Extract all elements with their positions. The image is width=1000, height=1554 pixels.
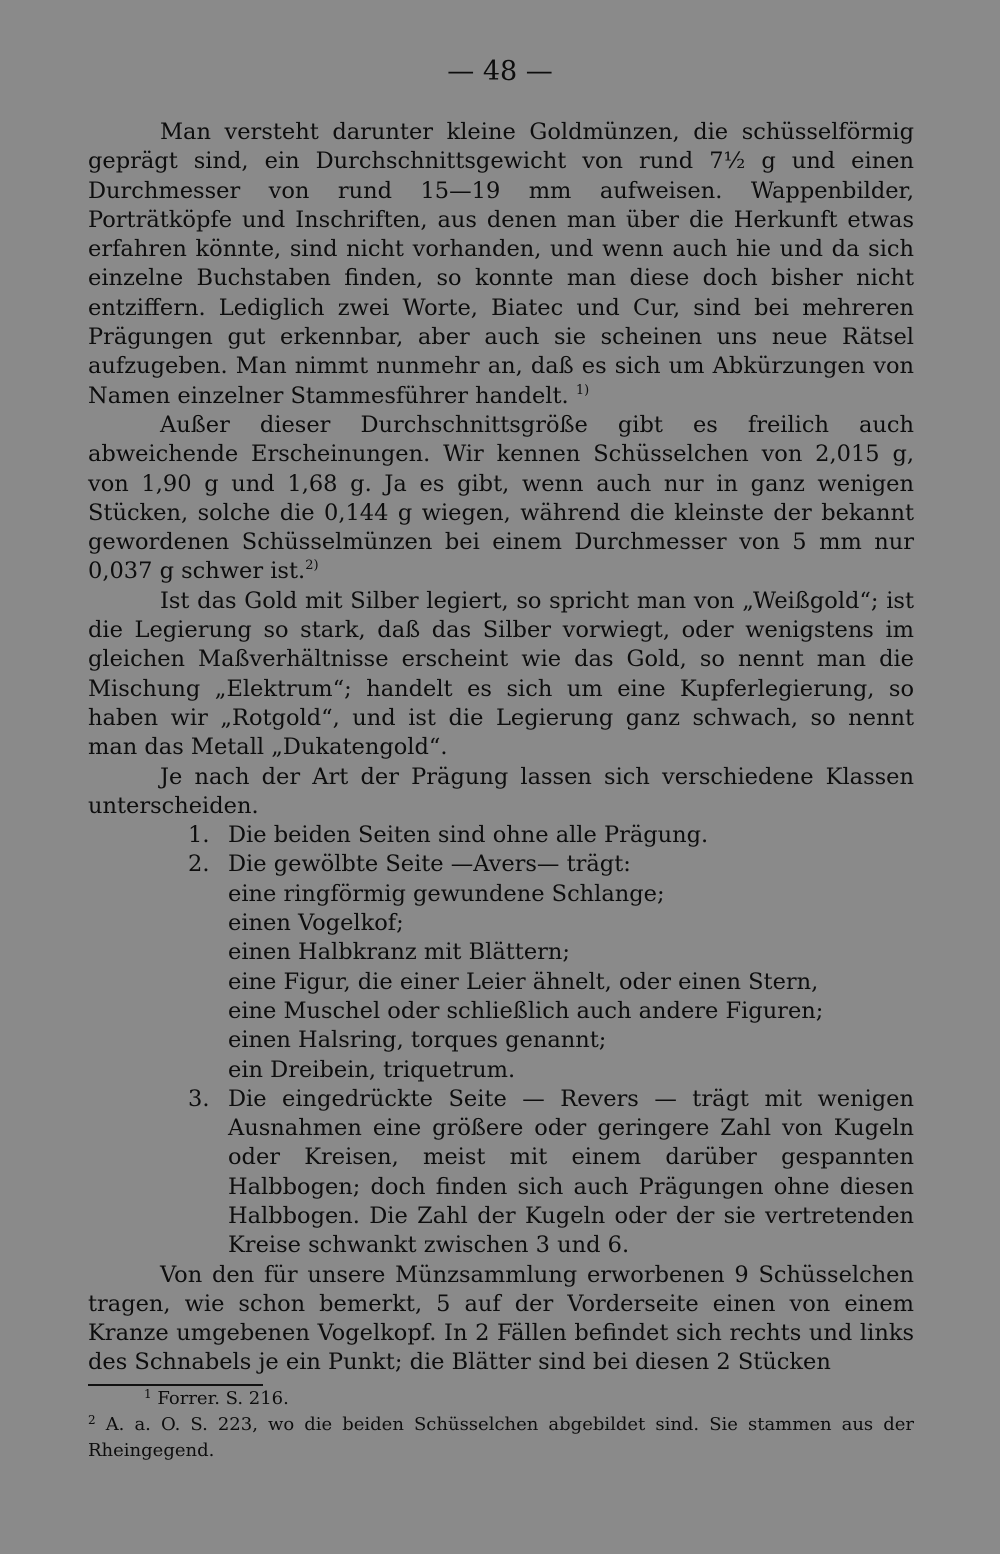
footnotes — [88, 1386, 914, 1464]
paragraph-2 — [88, 411, 914, 587]
list-item — [88, 1085, 914, 1261]
footnote-mark: 1 — [144, 1387, 152, 1401]
list-item-text: Die gewölbte Seite —Avers— trägt: — [228, 851, 631, 878]
footnote-1 — [88, 1386, 914, 1412]
sub-item: eine ringförmig gewundene Schlange; — [228, 880, 665, 907]
list-item-number: 3. — [188, 1085, 210, 1112]
sub-item: einen Halbkranz mit Blättern; — [228, 939, 570, 966]
paragraph-4: Je nach der Art der Prägung lassen sich verschiedene Klassen unterscheiden. — [88, 763, 914, 819]
list-item — [88, 821, 914, 850]
paragraph-2-text: Außer dieser Durchschnittsgröße gibt es freilich auch abweichende Erscheinungen. Wir kennen Schüsselchen von 2,015 g, von 1,90 g und 1,68 g. Ja es gibt, wenn auch nur in ganz wenigen Stücken, solche die 0,144 g wiegen, während die kleinste der bekannt gewordenen Schüsselmünzen bei einem Durchmesser von 5 mm nur 0,037 g schwer ist. — [88, 411, 914, 585]
list-item-number: 1. — [188, 822, 210, 849]
paragraph-1-text: Man versteht darunter kleine Goldmünzen, die schüsselförmig geprägt sind, ein Durchschnittsgewicht von rund 7½ g und einen Durchmesser von rund 15—19 mm aufweisen. Wappenbilder, Porträtköpfe und Inschriften, aus denen man über die Herkunft etwas erfahren könnte, sind nicht vorhanden, und wenn auch hie und da sich einzelne Buchstaben finden, so konnte man diese doch bisher nicht entziffern. Lediglich zwei Worte, Biatec und Cur, sind bei mehreren Prägungen gut erkennbar, aber auch sie scheinen uns neue Rätsel aufzugeben. Man nimmt nunmehr an, daß es sich um Abkürzungen von Namen einzelner Stammesführer handelt. — [88, 119, 914, 409]
classification-list-continued — [88, 1085, 914, 1261]
body-text — [88, 118, 914, 1378]
footnote-text: Forrer. S. 216. — [157, 1388, 289, 1409]
footnote-2 — [88, 1412, 914, 1464]
sub-item: eine Figur, die einer Leier ähnelt, oder einen Stern, — [228, 968, 819, 995]
list-item — [88, 850, 914, 879]
list-item-text: Die eingedrückte Seite — Revers — trägt mit wenigen Ausnahmen eine größere oder geringere Zahl von Kugeln oder Kreisen, meist mit einem darüber gespannten Halbbogen; doch finden sich auch Prägungen ohne diesen Halbbogen. Die Zahl der Kugeln oder der sie vertretenden Kreise schwankt zwischen 3 und 6. — [228, 1085, 914, 1259]
sub-item: einen Halsring, torques genannt; — [228, 1027, 607, 1054]
sub-item: ein Dreibein, triquetrum. — [228, 1056, 516, 1083]
sub-item: einen Vogelkof; — [228, 910, 404, 937]
sub-item: eine Muschel oder schließlich auch andere Figuren; — [228, 997, 824, 1024]
footnote-text: A. a. O. S. 223, wo die beiden Schüsselchen abgebildet sind. Sie stammen aus der Rheingegend. — [88, 1414, 914, 1461]
paragraph-3: Ist das Gold mit Silber legiert, so spricht man von „Weißgold“; ist die Legierung so stark, daß das Silber vorwiegt, oder wenigstens im gleichen Maßverhältnisse erscheint wie das Gold, so nennt man die Mischung „Elektrum“; handelt es sich um eine Kupferlegierung, so haben wir „Rotgold“, und ist die Legierung ganz schwach, so nennt man das Metall „Dukatengold“. — [88, 587, 914, 761]
paragraph-5: Von den für unsere Münzsammlung erworbenen 9 Schüsselchen tragen, wie schon bemerkt, 5 auf der Vorderseite einen von einem Kranze umgebenen Vogelkopf. In 2 Fällen befindet sich rechts und links des Schnabels je ein Punkt; die Blätter sind bei diesen 2 Stücken — [88, 1261, 914, 1376]
list-item-number: 2. — [188, 851, 210, 878]
paragraph-1 — [88, 118, 914, 411]
classification-list — [88, 821, 914, 880]
footnote-ref-2: 2) — [305, 558, 319, 574]
footnote-ref-1: 1) — [575, 382, 590, 398]
list-item-text: Die beiden Seiten sind ohne alle Prägung. — [228, 822, 709, 849]
footnote-mark: 2 — [88, 1413, 96, 1427]
page-number: — 48 — — [447, 56, 553, 87]
